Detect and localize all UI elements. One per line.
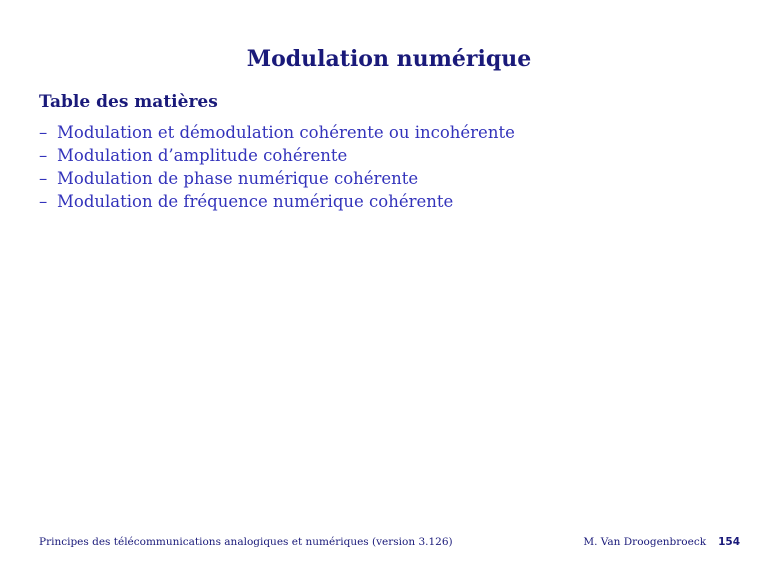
toc-item-label: Modulation de fréquence numérique cohérente — [57, 192, 454, 211]
toc-item-label: Modulation d’amplitude cohérente — [57, 146, 348, 165]
toc-heading: Table des matières — [39, 92, 218, 112]
toc-item[interactable] — [39, 144, 515, 167]
page-number: 154 — [718, 536, 740, 548]
toc-list — [39, 121, 515, 213]
bullet-dash: – — [39, 169, 48, 188]
toc-item-label: Modulation de phase numérique cohérente — [57, 169, 419, 188]
toc-item[interactable] — [39, 167, 515, 190]
toc-item[interactable] — [39, 121, 515, 144]
toc-item[interactable] — [39, 190, 515, 213]
toc-item-label: Modulation et démodulation cohérente ou incohérente — [57, 123, 515, 142]
bullet-dash: – — [39, 146, 48, 165]
bullet-dash: – — [39, 123, 48, 142]
footer-right — [583, 536, 740, 548]
footer-author: M. Van Droogenbroeck — [583, 536, 707, 548]
footer-course-title: Principes des télécommunications analogiques et numériques (version 3.126) — [39, 536, 453, 548]
slide-title: Modulation numérique — [246, 46, 532, 72]
bullet-dash: – — [39, 192, 48, 211]
